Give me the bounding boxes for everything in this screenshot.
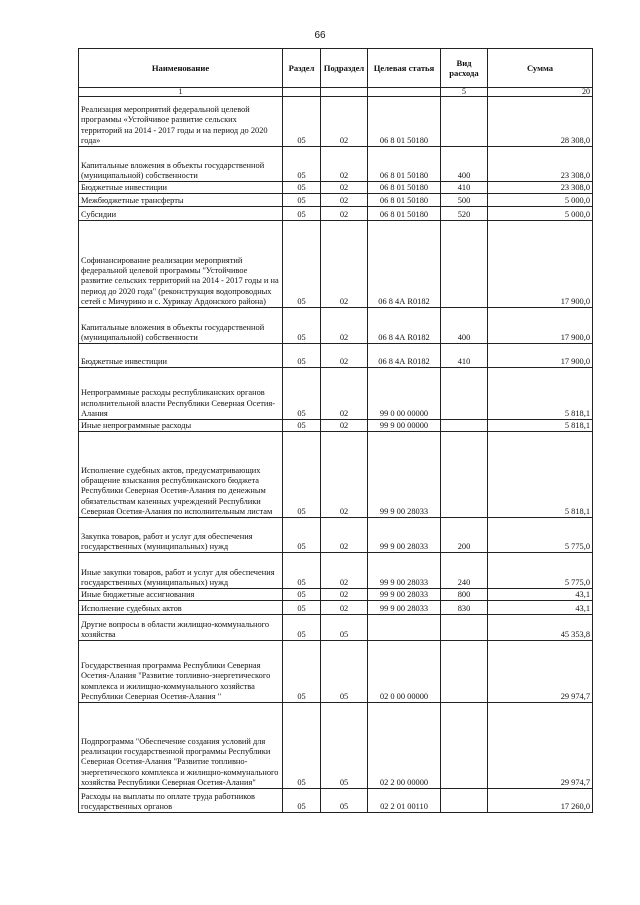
row-razdel: 05 [283,344,321,368]
row-podrazdel: 02 [321,194,368,207]
row-target-article: 02 2 01 00110 [368,789,441,813]
row-expense-type: 240 [441,553,488,589]
row-razdel: 05 [283,308,321,344]
row-target-article: 02 2 00 00000 [368,703,441,789]
row-expense-type: 830 [441,601,488,615]
row-sum: 43,1 [488,601,593,615]
row-podrazdel: 05 [321,703,368,789]
row-razdel: 05 [283,601,321,615]
table-row [79,194,593,207]
row-expense-type [441,703,488,789]
row-target-article: 02 0 00 00000 [368,641,441,703]
row-podrazdel: 02 [321,420,368,432]
row-target-article: 06 8 01 50180 [368,147,441,182]
row-podrazdel: 02 [321,432,368,518]
row-razdel: 05 [283,368,321,420]
row-expense-type: 200 [441,518,488,553]
row-sum: 17 260,0 [488,789,593,813]
row-expense-type: 500 [441,194,488,207]
row-podrazdel: 05 [321,615,368,641]
row-name: Софинансирование реализации мероприятий федеральной целевой программы "Устойчивое развитие сельских территорий на 2014 - 2017 годы и на период до 2020 года" (реконструкция водопроводных сетей с Мичурино и с. Хурикау Ардонского района) [79,221,283,308]
row-sum: 17 900,0 [488,221,593,308]
column-index-row [79,88,593,97]
row-razdel: 05 [283,221,321,308]
header-sum: Сумма [488,49,593,88]
table-row [79,789,593,813]
page-number: 66 [314,30,326,41]
header-razdel: Раздел [283,49,321,88]
index-cell: 1 [79,88,283,97]
row-sum: 5 000,0 [488,194,593,207]
row-sum: 5 818,1 [488,368,593,420]
row-razdel: 05 [283,518,321,553]
row-name: Капитальные вложения в объекты государственной (муниципальной) собственности [79,147,283,182]
row-razdel: 05 [283,182,321,194]
row-expense-type [441,420,488,432]
row-razdel: 05 [283,194,321,207]
row-podrazdel: 02 [321,344,368,368]
row-name: Другие вопросы в области жилищно-коммунального хозяйства [79,615,283,641]
index-cell [368,88,441,97]
index-cell: 20 [488,88,593,97]
row-podrazdel: 05 [321,789,368,813]
table-row [79,308,593,344]
row-expense-type: 520 [441,207,488,221]
index-cell: 5 [441,88,488,97]
row-name: Капитальные вложения в объекты государственной (муниципальной) собственности [79,308,283,344]
row-name: Субсидии [79,207,283,221]
row-target-article: 06 8 4А R0182 [368,308,441,344]
row-razdel: 05 [283,641,321,703]
row-name: Исполнение судебных актов, предусматривающих обращение взыскания республиканского бюджета Республики Северная Осетия-Алания по денежным обязательствам казенных учреждений Республики Северная Осетия-Алания по исполнительным листам [79,432,283,518]
row-name: Расходы на выплаты по оплате труда работников государственных органов [79,789,283,813]
row-target-article: 06 8 4А R0182 [368,221,441,308]
row-target-article: 99 9 00 28033 [368,432,441,518]
row-podrazdel: 02 [321,147,368,182]
table-row [79,589,593,601]
row-expense-type: 400 [441,147,488,182]
table-row [79,601,593,615]
row-sum: 29 974,7 [488,641,593,703]
row-target-article: 99 9 00 00000 [368,420,441,432]
row-sum: 5 818,1 [488,432,593,518]
header-target-article: Целевая статья [368,49,441,88]
row-target-article [368,615,441,641]
table-row [79,221,593,308]
table-row [79,615,593,641]
row-razdel: 05 [283,553,321,589]
table-row [79,147,593,182]
row-name: Подпрограмма "Обеспечение создания условий для реализации государственной программы Республики Северная Осетия-Алания "Развитие топливно-энергетического комплекса и жилищно-коммунального хозяйства Республики Северная Осетия-Алания" [79,703,283,789]
table-row [79,518,593,553]
row-name: Исполнение судебных актов [79,601,283,615]
row-razdel: 05 [283,207,321,221]
row-sum: 23 308,0 [488,182,593,194]
table-row [79,641,593,703]
row-sum: 23 308,0 [488,147,593,182]
row-sum: 5 818,1 [488,420,593,432]
table-row [79,432,593,518]
row-expense-type [441,221,488,308]
table-row [79,207,593,221]
row-sum: 28 308,0 [488,97,593,147]
table-row [79,703,593,789]
row-sum: 29 974,7 [488,703,593,789]
row-podrazdel: 02 [321,368,368,420]
row-expense-type [441,615,488,641]
row-razdel: 05 [283,789,321,813]
row-target-article: 99 9 00 28033 [368,589,441,601]
table-row [79,420,593,432]
row-sum: 17 900,0 [488,344,593,368]
row-target-article: 99 9 00 28033 [368,553,441,589]
row-expense-type [441,641,488,703]
table-row [79,368,593,420]
row-sum: 5 775,0 [488,518,593,553]
row-expense-type [441,432,488,518]
row-podrazdel: 02 [321,518,368,553]
table-header-row [79,49,593,88]
row-podrazdel: 02 [321,221,368,308]
row-name: Иные закупки товаров, работ и услуг для обеспечения государственных (муниципальных) нужд [79,553,283,589]
index-cell [283,88,321,97]
index-cell [321,88,368,97]
row-razdel: 05 [283,703,321,789]
row-podrazdel: 05 [321,641,368,703]
row-target-article: 06 8 4А R0182 [368,344,441,368]
row-razdel: 05 [283,420,321,432]
row-razdel: 05 [283,615,321,641]
row-name: Закупка товаров, работ и услуг для обеспечения государственных (муниципальных) нужд [79,518,283,553]
row-expense-type [441,97,488,147]
row-podrazdel: 02 [321,553,368,589]
row-podrazdel: 02 [321,601,368,615]
row-sum: 43,1 [488,589,593,601]
table-row [79,97,593,147]
row-name: Бюджетные инвестиции [79,182,283,194]
row-name: Реализация мероприятий федеральной целевой программы «Устойчивое развитие сельских территорий на 2014 - 2017 годы и на период до 2020 года» [79,97,283,147]
row-name: Бюджетные инвестиции [79,344,283,368]
row-name: Непрограммные расходы республиканских органов исполнительной власти Республики Северная Осетия-Алания [79,368,283,420]
row-sum: 45 353,8 [488,615,593,641]
row-razdel: 05 [283,97,321,147]
row-podrazdel: 02 [321,207,368,221]
row-target-article: 99 9 00 28033 [368,601,441,615]
row-target-article: 99 9 00 28033 [368,518,441,553]
header-expense-type: Вид расхода [441,49,488,88]
table-row [79,344,593,368]
row-podrazdel: 02 [321,308,368,344]
row-target-article: 06 8 01 50180 [368,194,441,207]
row-razdel: 05 [283,589,321,601]
row-razdel: 05 [283,147,321,182]
header-podrazdel: Подраздел [321,49,368,88]
row-expense-type [441,368,488,420]
table-row [79,182,593,194]
row-expense-type [441,789,488,813]
row-name: Иные непрограммные расходы [79,420,283,432]
row-name: Государственная программа Республики Северная Осетия-Алания "Развитие топливно-энергетического комплекса и жилищно-коммунального хозяйства Республики Северная Осетия-Алания " [79,641,283,703]
row-target-article: 99 0 00 00000 [368,368,441,420]
table-row [79,553,593,589]
row-target-article: 06 8 01 50180 [368,97,441,147]
row-expense-type: 800 [441,589,488,601]
row-sum: 5 775,0 [488,553,593,589]
row-target-article: 06 8 01 50180 [368,207,441,221]
row-expense-type: 400 [441,308,488,344]
row-expense-type: 410 [441,182,488,194]
row-name: Межбюджетные трансферты [79,194,283,207]
row-expense-type: 410 [441,344,488,368]
row-name: Иные бюджетные ассигнования [79,589,283,601]
row-razdel: 05 [283,432,321,518]
budget-table [78,48,593,813]
row-podrazdel: 02 [321,182,368,194]
header-name: Наименование [79,49,283,88]
row-sum: 5 000,0 [488,207,593,221]
row-target-article: 06 8 01 50180 [368,182,441,194]
row-sum: 17 900,0 [488,308,593,344]
row-podrazdel: 02 [321,97,368,147]
row-podrazdel: 02 [321,589,368,601]
